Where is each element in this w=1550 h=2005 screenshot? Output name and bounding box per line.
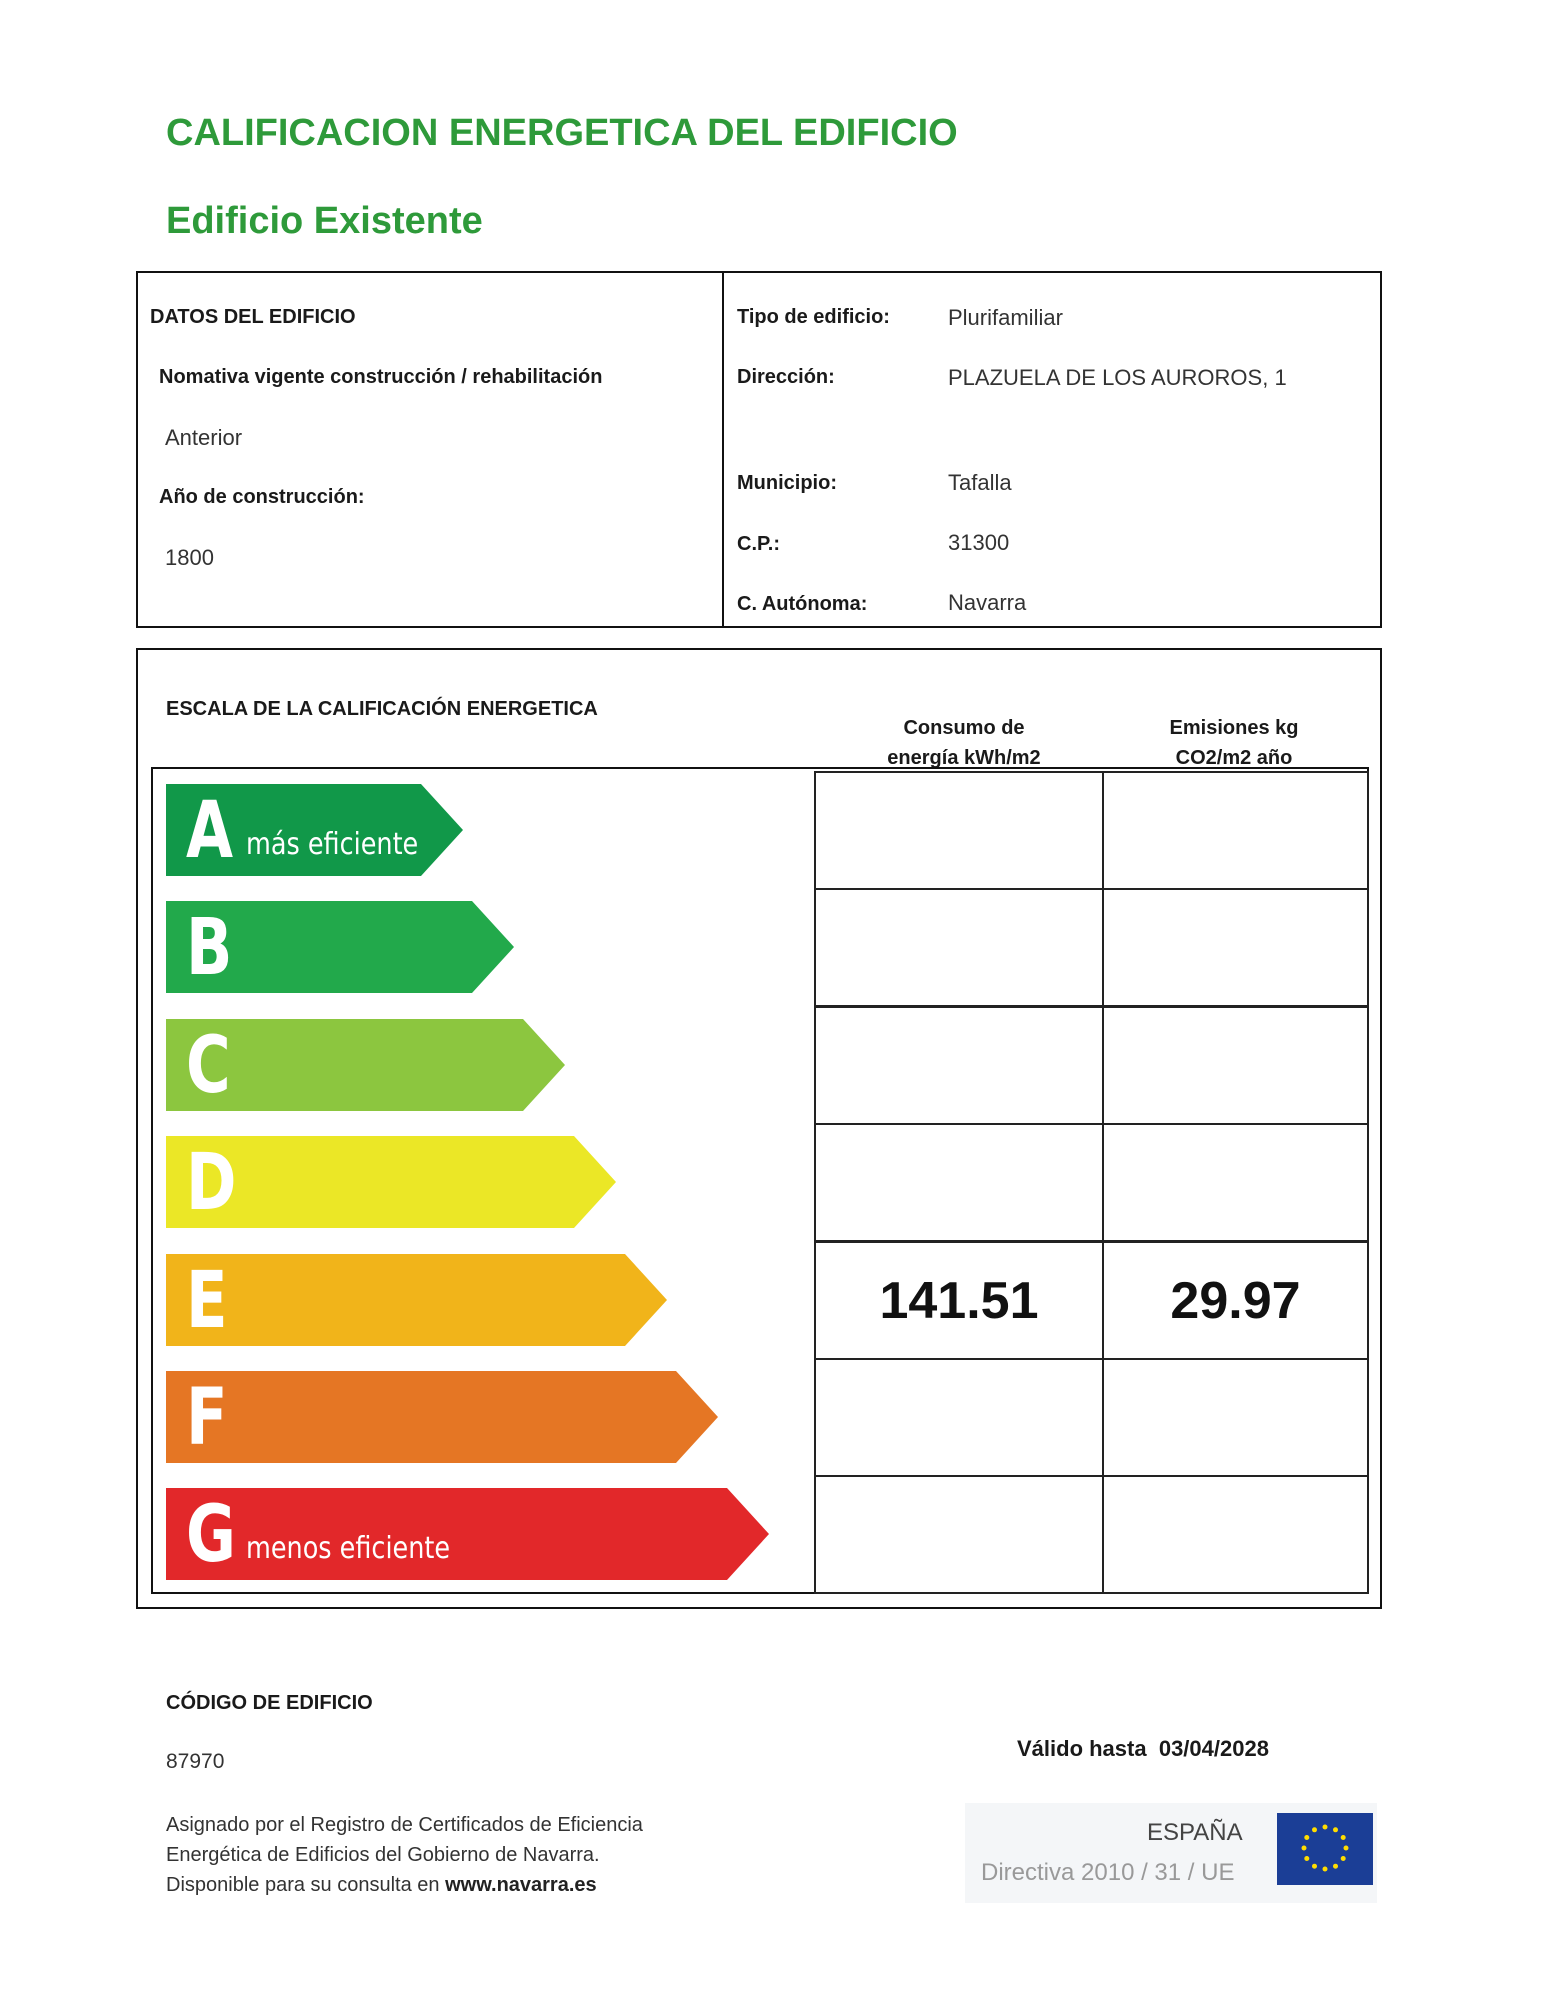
class-letter: D <box>186 1138 237 1228</box>
class-subtitle: más eficiente <box>246 827 419 862</box>
emissions-cell-a <box>1102 771 1369 890</box>
emissions-column-header <box>1110 713 1358 773</box>
type-value: Plurifamiliar <box>948 305 1063 330</box>
eu-flag-icon <box>1277 1813 1373 1885</box>
consumption-header-line2: energía kWh/m2 <box>887 747 1041 769</box>
class-letter: F <box>186 1373 228 1463</box>
energy-class-c <box>166 1019 565 1111</box>
scale-section-title: ESCALA DE LA CALIFICACIÓN ENERGETICA <box>166 698 598 720</box>
emissions-cell-e: 29.97 <box>1102 1241 1369 1360</box>
directive-label: Directiva 2010 / 31 / UE <box>981 1859 1235 1886</box>
consumption-cell-c <box>814 1006 1104 1125</box>
year-label: Año de construcción: <box>159 486 365 508</box>
emissions-header-line2: CO2/m2 año <box>1175 747 1293 769</box>
emissions-cell-b <box>1102 888 1369 1007</box>
postal-code-label: C.P.: <box>737 533 780 555</box>
energy-class-b <box>166 901 514 993</box>
consumption-cell-e: 141.51 <box>814 1241 1104 1360</box>
emissions-cell-d <box>1102 1123 1369 1242</box>
emissions-cell-f <box>1102 1358 1369 1477</box>
consumption-cell-b <box>814 888 1104 1007</box>
registry-line-1: Asignado por el Registro de Certificados de Eficiencia <box>166 1814 643 1836</box>
class-arrow-shape <box>166 1254 667 1346</box>
building-data-divider <box>722 271 724 628</box>
consumption-cell-f <box>814 1358 1104 1477</box>
address-value: PLAZUELA DE LOS AUROROS, 1 <box>948 365 1287 390</box>
registry-line-3-text: Disponible para su consulta en <box>166 1874 440 1896</box>
registry-info <box>166 1810 643 1900</box>
regulation-label: Nomativa vigente construcción / rehabilitación <box>159 366 603 388</box>
emissions-cell-g <box>1102 1475 1369 1594</box>
class-subtitle: menos eficiente <box>246 1531 451 1566</box>
registry-line-3 <box>166 1870 643 1900</box>
energy-class-f <box>166 1371 718 1463</box>
class-letter: B <box>186 903 233 993</box>
region-label: C. Autónoma: <box>737 593 868 615</box>
municipality-label: Municipio: <box>737 472 837 494</box>
address-label: Dirección: <box>737 366 835 388</box>
emissions-header-line1: Emisiones kg <box>1169 717 1299 739</box>
postal-code-value: 31300 <box>948 530 1010 555</box>
country-label: ESPAÑA <box>1147 1819 1243 1846</box>
year-value: 1800 <box>165 545 214 570</box>
page-title: CALIFICACION ENERGETICA DEL EDIFICIO <box>166 112 958 154</box>
energy-class-e <box>166 1254 667 1346</box>
energy-class-d <box>166 1136 616 1228</box>
building-code-label: CÓDIGO DE EDIFICIO <box>166 1692 373 1714</box>
regulation-value: Anterior <box>165 425 243 450</box>
registry-link[interactable]: www.navarra.es <box>445 1874 597 1896</box>
region-value: Navarra <box>948 590 1027 615</box>
class-letter: E <box>186 1256 228 1346</box>
consumption-cell-a <box>814 771 1104 890</box>
valid-until <box>1017 1736 1269 1762</box>
consumption-header-line1: Consumo de <box>903 717 1025 739</box>
building-code-value: 87970 <box>166 1750 225 1773</box>
class-letter: A <box>186 786 234 876</box>
eu-directive-banner <box>965 1803 1377 1903</box>
consumption-column-header <box>840 713 1088 773</box>
class-letter: C <box>186 1021 231 1111</box>
registry-line-2: Energética de Edificios del Gobierno de Navarra. <box>166 1844 600 1866</box>
energy-class-a <box>166 784 463 876</box>
class-letter: G <box>186 1490 236 1580</box>
valid-until-label: Válido hasta <box>1017 1736 1147 1761</box>
building-section-title: DATOS DEL EDIFICIO <box>150 306 356 328</box>
municipality-value: Tafalla <box>948 470 1012 495</box>
emissions-cell-c <box>1102 1006 1369 1125</box>
valid-until-date: 03/04/2028 <box>1158 1736 1269 1761</box>
consumption-cell-g <box>814 1475 1104 1594</box>
page-subtitle: Edificio Existente <box>166 200 483 242</box>
class-arrow-shape <box>166 1371 718 1463</box>
energy-class-g <box>166 1488 769 1580</box>
consumption-cell-d <box>814 1123 1104 1242</box>
type-label: Tipo de edificio: <box>737 306 890 328</box>
